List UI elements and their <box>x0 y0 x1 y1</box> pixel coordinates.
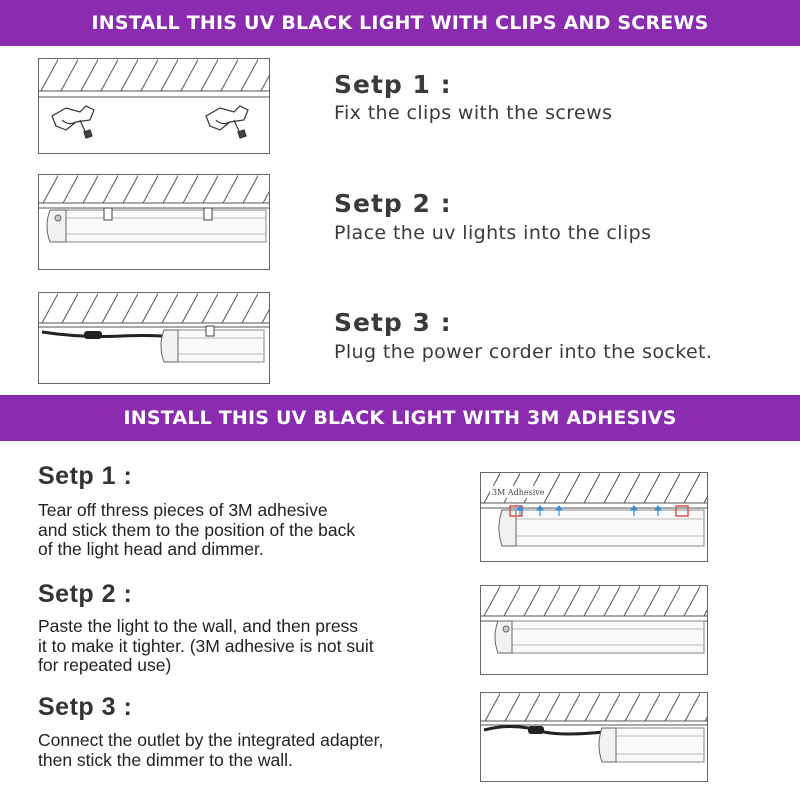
clips-step1-illustration <box>38 58 270 154</box>
adhesive-label: 3M Adhesive <box>492 488 545 497</box>
adhesive-step1-title: Setp 1 : <box>38 462 133 490</box>
clips-step3-desc: Plug the power corder into the socket. <box>334 341 713 363</box>
clips-step2-illustration <box>38 174 270 270</box>
adhesive-step3-title: Setp 3 : <box>38 693 133 721</box>
clips-step2-desc: Place the uv lights into the clips <box>334 222 652 244</box>
adhesive-step1-illustration <box>480 472 708 562</box>
adhesive-banner-title: INSTALL THIS UV BLACK LIGHT WITH 3M ADHESIVS <box>123 407 677 429</box>
adhesive-step2-illustration <box>480 585 708 675</box>
clips-banner <box>0 0 800 46</box>
adhesive-step3-desc: Connect the outlet by the integrated adapter, then stick the dimmer to the wall. <box>38 730 384 770</box>
adhesive-step2-desc: Paste the light to the wall, and then press it to make it tighter. (3M adhesive is not suit for repeated use) <box>38 616 374 675</box>
adhesive-step1-desc: Tear off thress pieces of 3M adhesive and stick them to the position of the back of the light head and dimmer. <box>38 500 356 559</box>
adhesive-step3-illustration <box>480 692 708 782</box>
adhesive-step2-title: Setp 2 : <box>38 580 133 608</box>
clips-banner-title: INSTALL THIS UV BLACK LIGHT WITH CLIPS AND SCREWS <box>91 12 709 34</box>
clips-step2-title: Setp 2 : <box>334 189 452 218</box>
clips-step1-desc: Fix the clips with the screws <box>334 102 613 124</box>
clips-step3-illustration <box>38 292 270 384</box>
clips-step1-title: Setp 1 : <box>334 70 452 99</box>
clips-step3-title: Setp 3 : <box>334 308 452 337</box>
adhesive-banner <box>0 395 800 441</box>
